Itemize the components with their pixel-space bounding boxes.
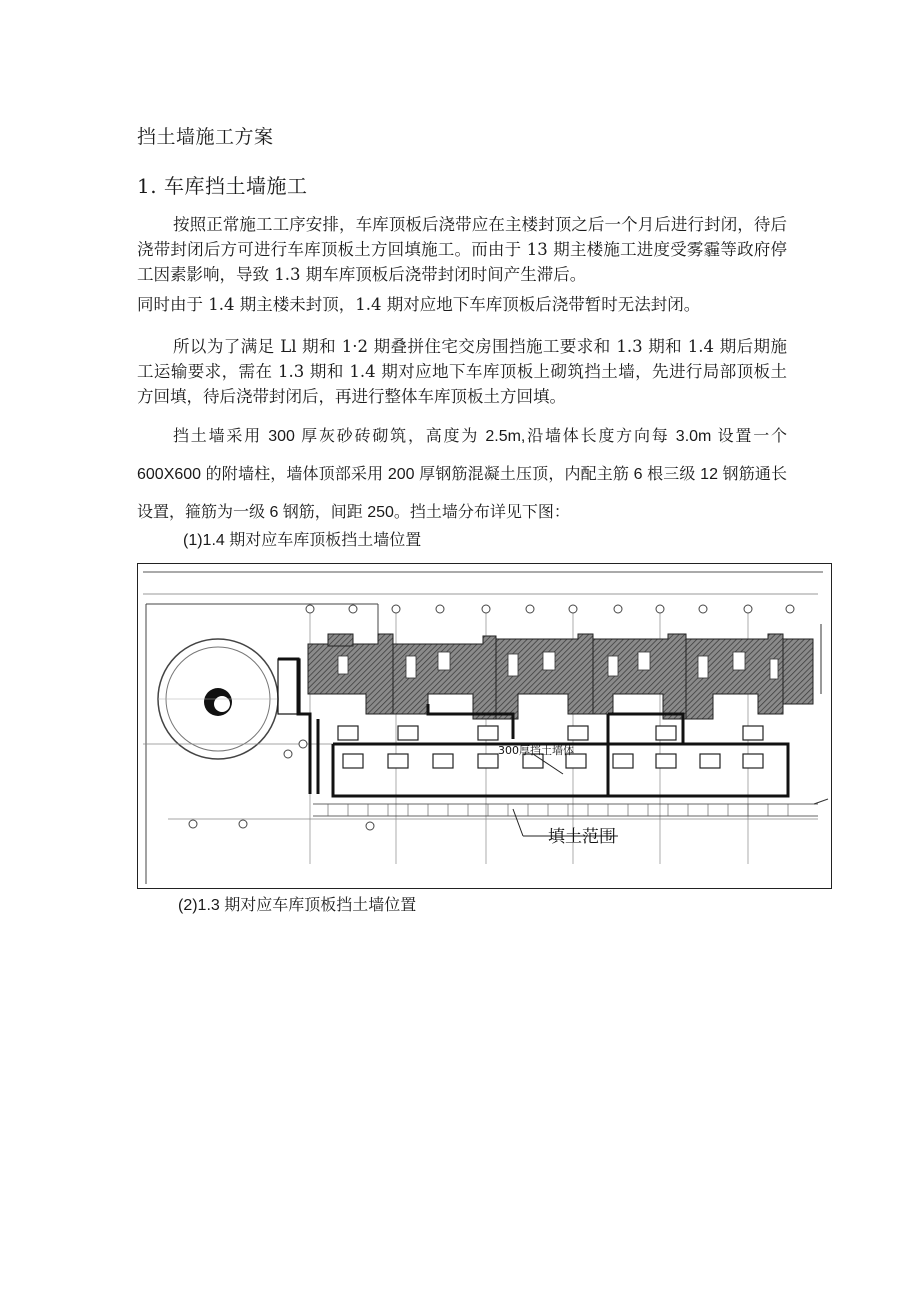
building-blocks [308,634,813,719]
parking-ticks [328,804,788,816]
paragraph-3: 所以为了满足 Ll 期和 1·2 期叠拼住宅交房围挡施工要求和 1.3 期和 1.4 期后期施工运输要求，需在 1.3 期和 1.4 期对应地下车库顶板上砌筑挡土墙，先进行局部顶板土方回填，待后浇带封闭后，再进行整体车库顶板土方回填。 [137,337,787,406]
figure-caption-1: (1)1.4 期对应车库顶板挡土墙位置 [183,532,422,549]
roundabout-circle [158,639,278,759]
wall-label: 300厚挡土墙体 [498,744,574,757]
fill-label: 填土范围 [548,827,616,847]
paragraph-1: 按照正常施工工序安排，车库顶板后浇带应在主楼封顶之后一个月后进行封闭，待后浇带封闭后方可进行车库顶板土方回填施工。而由于 13 期主楼施工进度受雾霾等政府停工因素影响，导致 1.3 期车库顶板后浇带封闭时间产生滞后。 [137,215,787,284]
paragraph-2: 同时由于 1.4 期主楼未封顶，1.4 期对应地下车库顶板后浇带暂时无法封闭。 [137,295,701,314]
section-heading: 1. 车库挡土墙施工 [137,174,308,198]
parking-strip [313,804,818,816]
document-title: 挡土墙施工方案 [137,126,274,148]
site-plan-drawing [137,563,832,889]
edge-marks [814,624,828,804]
site-plan-svg [138,564,831,888]
paragraph-4: 挡土墙采用 300 厚灰砂砖砌筑，高度为 2.5m,沿墙体长度方向每 3.0m 设置一个 600X600 的附墙柱，墙体顶部采用 200 厚钢筋混凝土压顶，内配主筋 6 根三级 12 钢筋通长设置，箍筋为一级 6 钢筋，间距 250。挡土墙分布详见下图： [137,428,787,521]
figure-caption-2: (2)1.3 期对应车库顶板挡土墙位置 [178,897,417,914]
